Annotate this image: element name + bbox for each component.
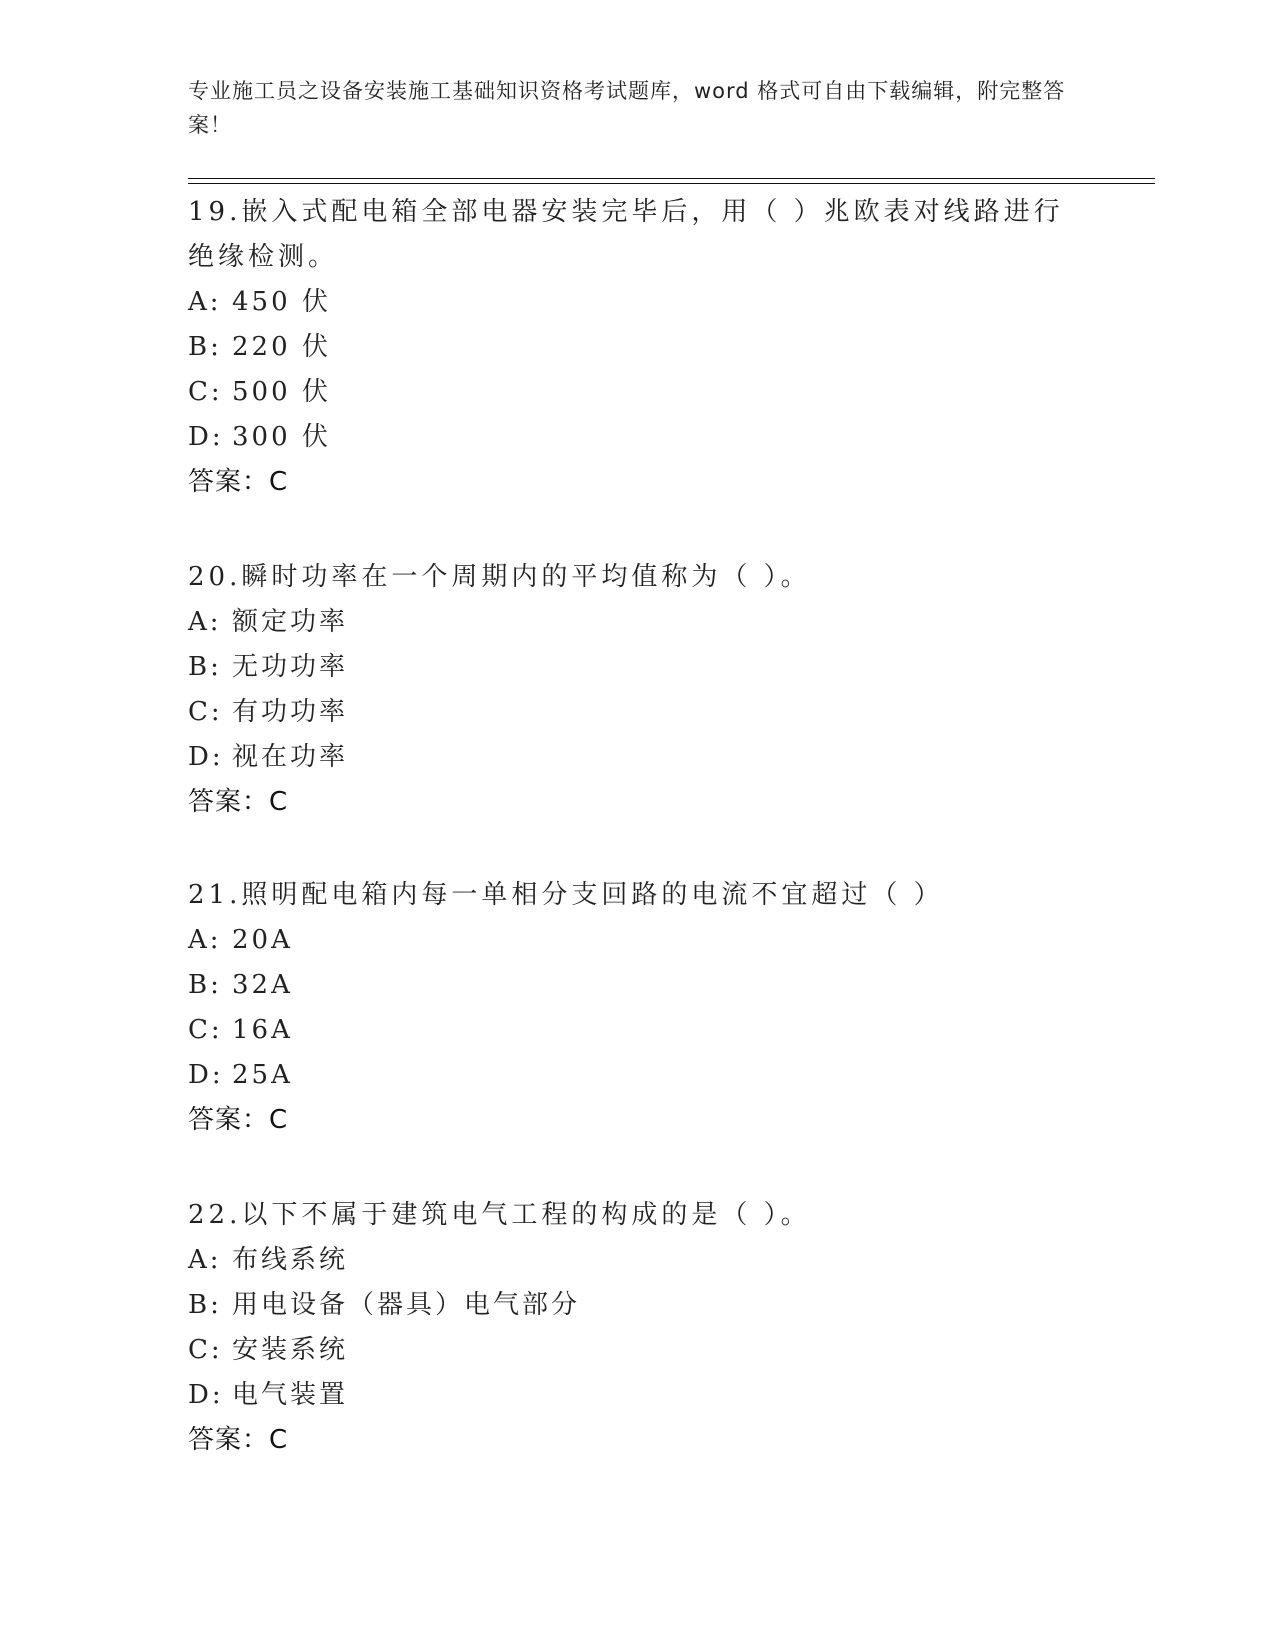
option-letter: B: xyxy=(188,332,222,362)
option-c xyxy=(188,1328,1068,1373)
question-21 xyxy=(188,873,1068,1143)
option-letter: C: xyxy=(188,377,223,407)
question-20 xyxy=(188,555,1068,825)
option-text: 300 伏 xyxy=(232,422,331,452)
option-d xyxy=(188,1053,1068,1098)
option-letter: D: xyxy=(188,1380,224,1410)
answer-line: 答案：C xyxy=(188,1425,289,1455)
option-letter: D: xyxy=(188,742,224,772)
option-letter: A: xyxy=(188,925,222,955)
answer-line: 答案：C xyxy=(188,787,289,817)
option-letter: B: xyxy=(188,1290,222,1320)
option-d xyxy=(188,1373,1068,1418)
option-letter: A: xyxy=(188,607,222,637)
option-text: 电气装置 xyxy=(232,1380,349,1410)
option-text: 20A xyxy=(232,925,293,955)
question-stem: 22.以下不属于建筑电气工程的构成的是（ ）。 xyxy=(188,1200,811,1230)
option-text: 500 伏 xyxy=(232,377,331,407)
option-letter: B: xyxy=(188,970,222,1000)
option-text: 无功功率 xyxy=(232,652,349,682)
option-b xyxy=(188,645,1068,690)
option-text: 32A xyxy=(232,970,293,1000)
option-a xyxy=(188,600,1068,645)
option-b xyxy=(188,325,1068,370)
question-stem: 20.瞬时功率在一个周期内的平均值称为（ ）。 xyxy=(188,562,811,592)
option-text: 220 伏 xyxy=(232,332,331,362)
option-letter: B: xyxy=(188,652,222,682)
option-text: 额定功率 xyxy=(232,607,349,637)
option-c xyxy=(188,1008,1068,1053)
option-b xyxy=(188,963,1068,1008)
option-text: 布线系统 xyxy=(232,1245,349,1275)
option-d xyxy=(188,735,1068,780)
option-letter: A: xyxy=(188,1245,222,1275)
question-22 xyxy=(188,1193,1068,1463)
option-text: 安装系统 xyxy=(232,1335,349,1365)
question-19 xyxy=(188,190,1068,505)
question-stem: 19.嵌入式配电箱全部电器安装完毕后，用（ ）兆欧表对线路进行绝缘检测。 xyxy=(188,197,1064,272)
header-divider-top xyxy=(188,178,1155,179)
document-header: 专业施工员之设备安装施工基础知识资格考试题库，word 格式可自由下载编辑，附完整答案！ xyxy=(188,79,1066,137)
option-letter: A: xyxy=(188,287,222,317)
option-letter: D: xyxy=(188,422,224,452)
option-d xyxy=(188,415,1068,460)
option-letter: C: xyxy=(188,1015,223,1045)
option-text: 用电设备（器具）电气部分 xyxy=(232,1290,581,1320)
option-letter: C: xyxy=(188,1335,223,1365)
option-b xyxy=(188,1283,1068,1328)
option-a xyxy=(188,918,1068,963)
option-c xyxy=(188,370,1068,415)
answer-line: 答案：C xyxy=(188,467,289,497)
option-letter: C: xyxy=(188,697,223,727)
option-text: 450 伏 xyxy=(232,287,331,317)
option-text: 有功功率 xyxy=(232,697,349,727)
option-a xyxy=(188,280,1068,325)
answer-line: 答案：C xyxy=(188,1105,289,1135)
option-text: 16A xyxy=(232,1015,293,1045)
question-stem: 21.照明配电箱内每一单相分支回路的电流不宜超过（ ） xyxy=(188,880,944,910)
option-text: 视在功率 xyxy=(232,742,349,772)
option-text: 25A xyxy=(232,1060,293,1090)
option-letter: D: xyxy=(188,1060,224,1090)
option-c xyxy=(188,690,1068,735)
option-a xyxy=(188,1238,1068,1283)
header-divider-bottom xyxy=(188,183,1155,184)
